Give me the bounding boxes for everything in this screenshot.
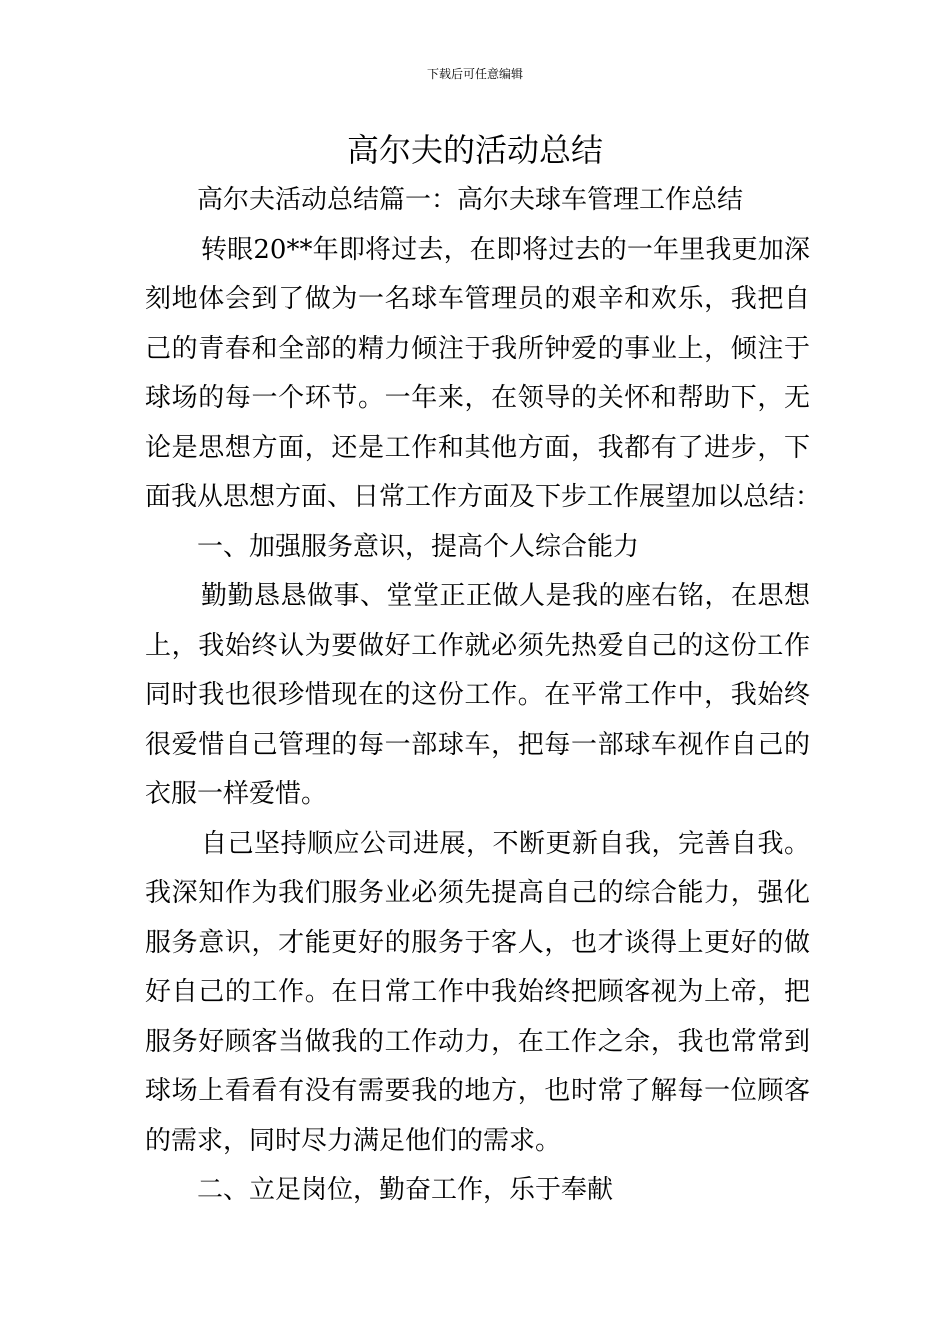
paragraph-line: 论是思想方面，还是工作和其他方面，我都有了进步，下 [145, 432, 810, 463]
paragraph-line: 服务好顾客当做我的工作动力，在工作之余，我也常常到 [145, 1026, 810, 1057]
paragraph-line: 好自己的工作。在日常工作中我始终把顾客视为上帝，把 [145, 977, 810, 1007]
paragraph-line: 的需求，同时尽力满足他们的需求。 [145, 1125, 562, 1156]
paragraph-service [145, 572, 810, 820]
paragraph-line: 我深知作为我们服务业必须先提高自己的综合能力，强化 [145, 878, 810, 908]
paragraph-intro [145, 226, 822, 523]
paragraph-line: 转眼20**年即将过去，在即将过去的一年里我更加深 [201, 234, 810, 265]
paragraph-line: 面我从思想方面、日常工作方面及下步工作展望加以总结： [145, 482, 822, 512]
paragraph-line: 球场的每一个环节。一年来，在领导的关怀和帮助下，无 [145, 383, 810, 413]
paragraph-line: 勤勤恳恳做事、堂堂正正做人是我的座右铭，在思想 [201, 581, 810, 611]
section-heading-text: 二、立足岗位，勤奋工作，乐于奉献 [197, 1175, 614, 1205]
section-heading-1 [145, 523, 810, 573]
paragraph-line: 同时我也很珍惜现在的这份工作。在平常工作中，我始终 [145, 680, 810, 710]
paragraph-line: 服务意识，才能更好的服务于客人，也才谈得上更好的做 [145, 927, 810, 958]
paragraph-line: 球场上看看有没有需要我的地方，也时常了解每一位顾客 [145, 1076, 810, 1106]
paragraph-line: 刻地体会到了做为一名球车管理员的艰辛和欢乐，我把自 [145, 284, 810, 314]
paragraph-line: 自己坚持顺应公司进展，不断更新自我，完善自我。 [201, 828, 810, 859]
section-heading-2 [145, 1166, 810, 1216]
paragraph-development [145, 820, 810, 1167]
paragraph-line: 上，我始终认为要做好工作就必须先热爱自己的这份工作 [145, 630, 810, 661]
document-body [145, 176, 822, 1216]
paragraph-line: 很爱惜自己管理的每一部球车，把每一部球车视作自己的 [145, 729, 810, 760]
document-subtitle: 高尔夫活动总结篇一：高尔夫球车管理工作总结 [197, 185, 744, 215]
document-title: 高尔夫的活动总结 [346, 131, 603, 169]
section-heading-text: 一、加强服务意识，提高个人综合能力 [197, 531, 640, 562]
paragraph-line: 衣服一样爱惜。 [145, 779, 328, 809]
header-note: 下载后可任意编辑 [426, 67, 523, 81]
paragraph-line: 己的青春和全部的精力倾注于我所钟爱的事业上，倾注于 [145, 333, 810, 364]
